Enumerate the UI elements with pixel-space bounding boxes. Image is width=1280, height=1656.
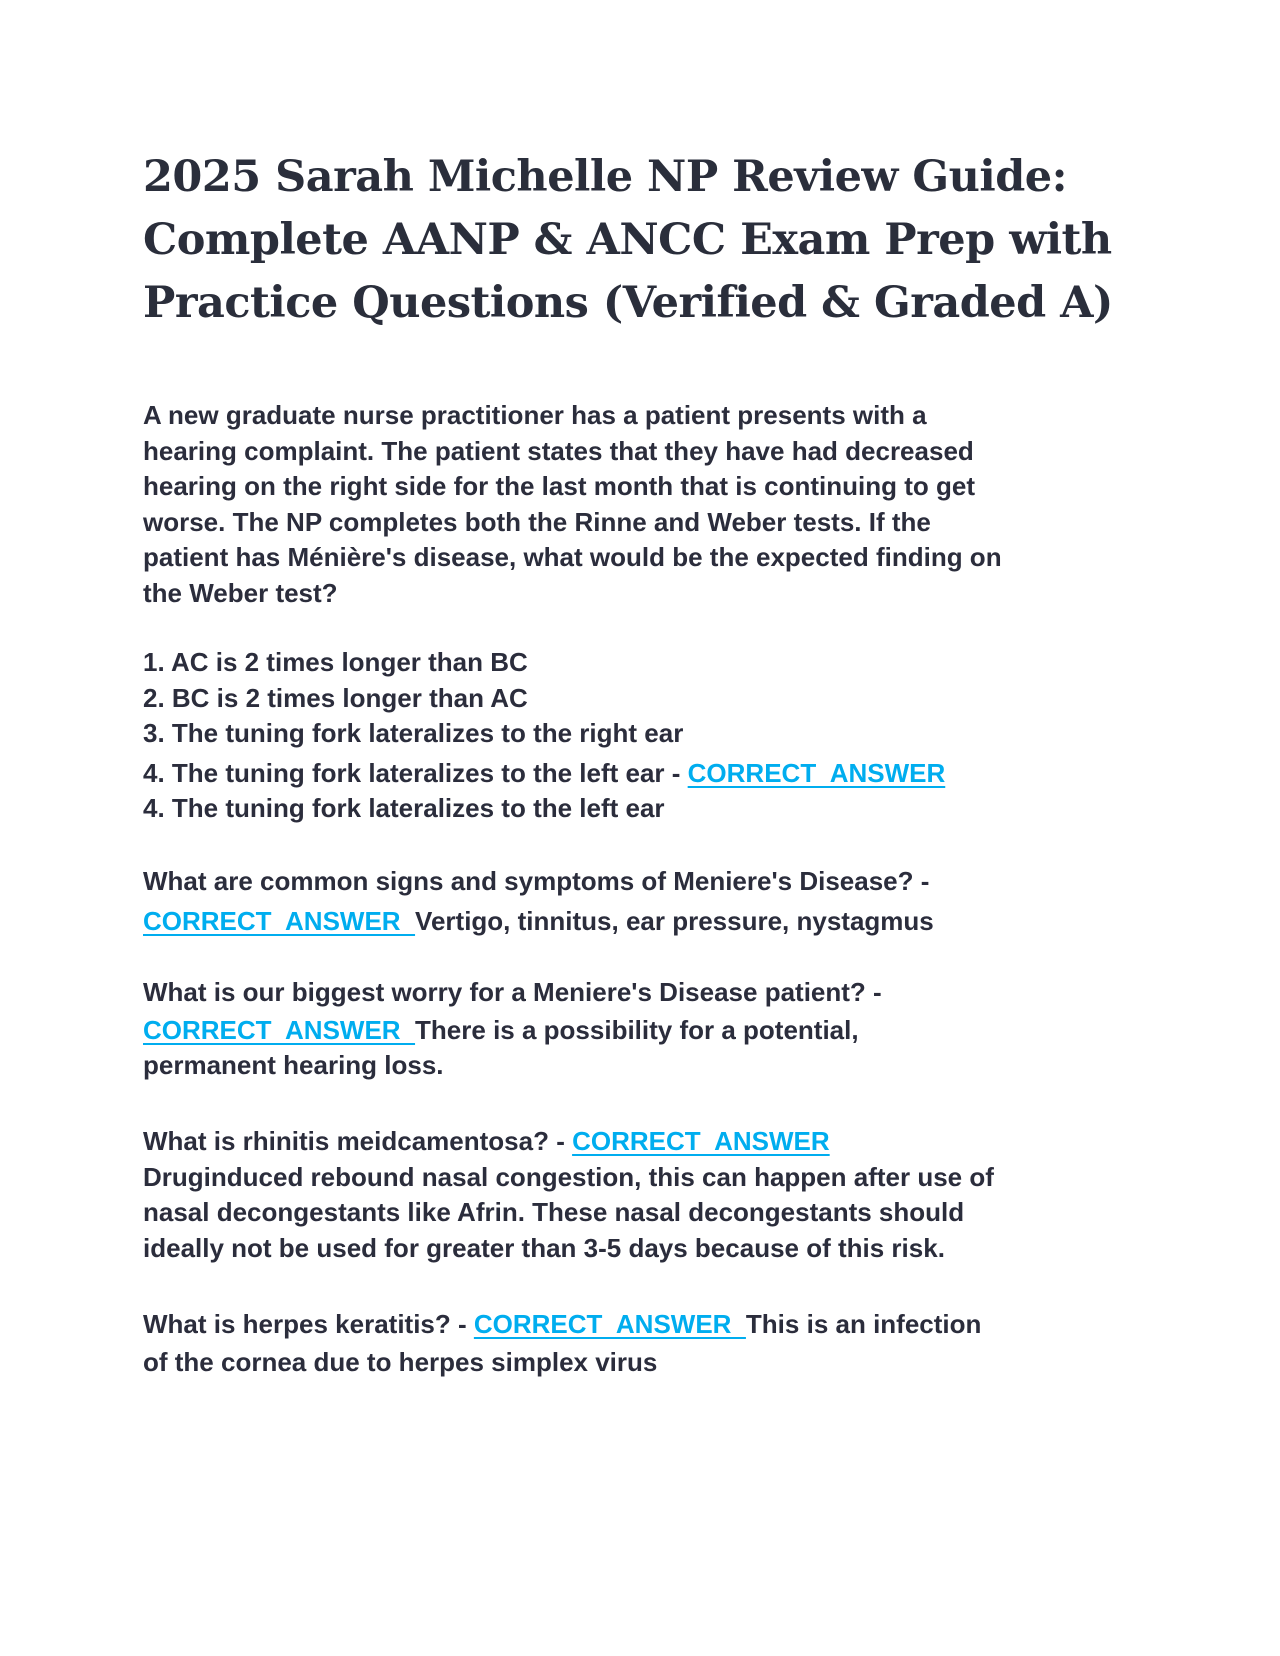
answer-text: Druginduced rebound nasal congestion, this can happen after use of: [143, 1161, 994, 1192]
question-text: What is rhinitis meidcamentosa? -: [143, 1126, 573, 1156]
question-1: [143, 398, 1002, 611]
answer-text: There is a possibility for a potential,: [415, 1014, 859, 1045]
correct-answer-link[interactable]: CORRECT ANSWER: [143, 1014, 416, 1045]
answer-text: 4. The tuning fork lateralizes to the left ear: [143, 793, 665, 823]
option: 4. The tuning fork lateralizes to the left ear -: [143, 757, 688, 788]
answer-text: of the cornea due to herpes simplex virus: [143, 1346, 658, 1377]
question-3: [143, 975, 882, 1084]
option: 3. The tuning fork lateralizes to the right ear: [143, 718, 684, 748]
question-text: A new graduate nurse practitioner has a patient presents with a: [143, 400, 927, 430]
question-text: What is herpes keratitis? -: [143, 1309, 474, 1339]
option: 1. AC is 2 times longer than BC: [143, 647, 528, 677]
question-text: What are common signs and symptoms of Meniere's Disease? -: [143, 866, 930, 896]
question-5: [143, 1307, 981, 1380]
document-title: [143, 146, 1113, 335]
correct-answer-link[interactable]: CORRECT ANSWER: [572, 1126, 830, 1156]
question-text: worse. The NP completes both the Rinne and Weber tests. If the: [143, 506, 931, 537]
correct-answer-link[interactable]: CORRECT ANSWER: [143, 905, 416, 936]
question-2: [143, 864, 934, 939]
question-1-options: [143, 645, 945, 827]
title-line: 2025 Sarah Michelle NP Review Guide:: [143, 152, 1068, 202]
correct-answer-link[interactable]: CORRECT ANSWER: [687, 757, 946, 788]
question-text: What is our biggest worry for a Meniere's Disease patient? -: [143, 977, 882, 1007]
answer-text: Vertigo, tinnitus, ear pressure, nystagmus: [415, 905, 934, 936]
question-text: hearing on the right side for the last month that is continuing to get: [143, 471, 975, 501]
option: 2. BC is 2 times longer than AC: [143, 682, 528, 713]
title-line: Complete AANP & ANCC Exam Prep with: [143, 215, 1112, 265]
question-text: the Weber test?: [143, 577, 338, 608]
answer-text: permanent hearing loss.: [143, 1050, 444, 1080]
answer-text: nasal decongestants like Afrin. These nasal decongestants should: [143, 1197, 965, 1227]
title-line: Practice Questions (Verified & Graded A): [143, 278, 1113, 328]
question-4: [143, 1124, 994, 1266]
answer-text: This is an infection: [745, 1309, 982, 1339]
answer-text: ideally not be used for greater than 3-5 days because of this risk.: [143, 1232, 945, 1263]
question-text: patient has Ménière's disease, what would be the expected finding on: [143, 542, 1002, 572]
question-text: hearing complaint. The patient states that they have had decreased: [143, 435, 974, 466]
correct-answer-link[interactable]: CORRECT ANSWER: [473, 1309, 746, 1339]
